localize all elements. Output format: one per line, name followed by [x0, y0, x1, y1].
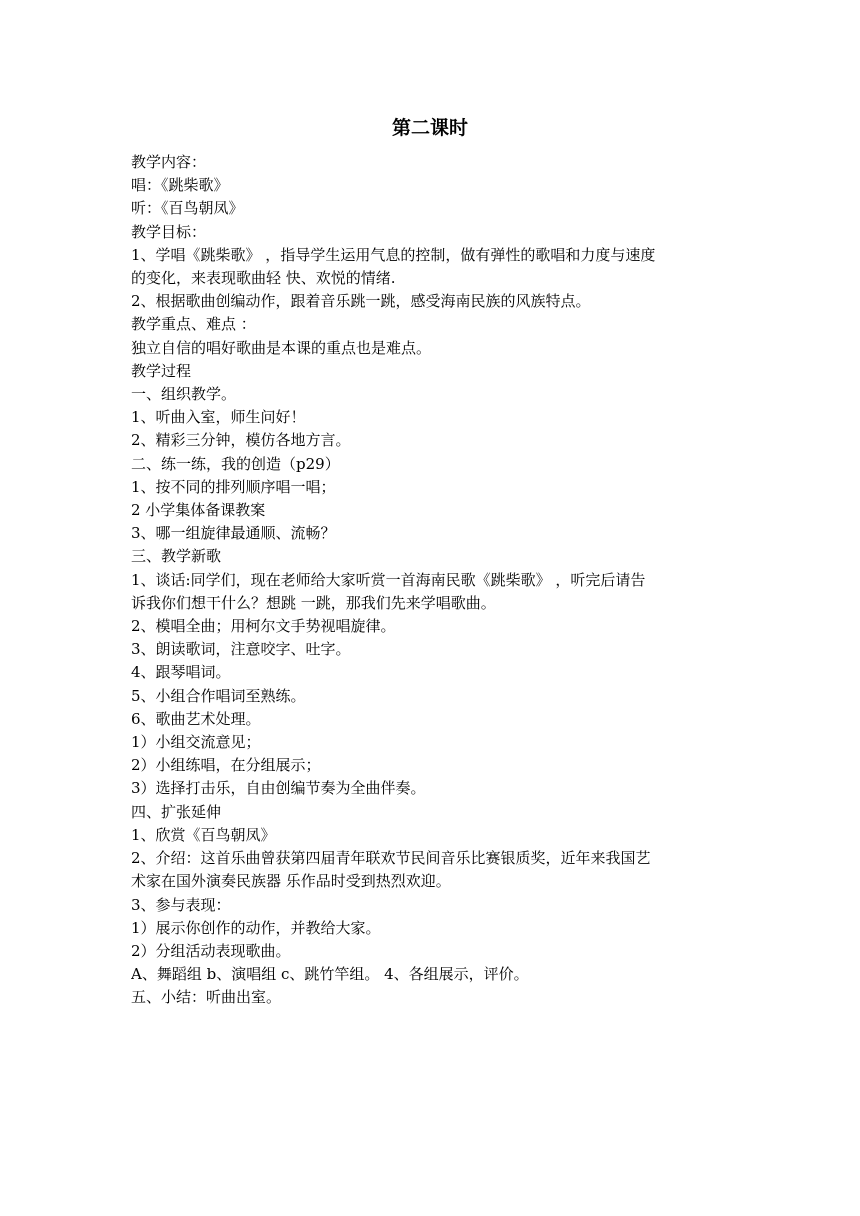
text-line: A、舞蹈组 b、演唱组 c、跳竹竿组。 4、各组展示，评价。: [131, 965, 529, 984]
text-line: 1、学唱《跳柴歌》 ，指导学生运用气息的控制，做有弹性的歌唱和力度与速度: [131, 245, 656, 264]
text-line: 5、小组合作唱词至熟练。: [131, 686, 306, 705]
text-line: 1、听曲入室，师生问好！: [131, 408, 306, 427]
text-line: 3）选择打击乐，自由创编节奏为全曲伴奏。: [131, 779, 426, 798]
text-line: 2、介绍：这首乐曲曾获第四届青年联欢节民间音乐比赛银质奖，近年来我国艺: [131, 849, 651, 868]
text-line: 3、朗读歌词，注意咬字、吐字。: [131, 640, 351, 659]
text-line: 唱：《跳柴歌》: [131, 176, 229, 195]
text-line: 诉我你们想干什么？想跳 一跳，那我们先来学唱歌曲。: [131, 593, 496, 612]
text-line: 2）小组练唱，在分组展示；: [131, 756, 321, 775]
text-line: 术家在国外演奏民族器 乐作品时受到热烈欢迎。: [131, 872, 451, 891]
text-line: 1、按不同的排列顺序唱一唱；: [131, 477, 336, 496]
text-line: 6、歌曲艺术处理。: [131, 709, 261, 728]
text-line: 1、欣赏《百鸟朝凤》: [131, 825, 276, 844]
document-body: [131, 151, 741, 1010]
text-line: 教学过程: [131, 361, 192, 380]
text-line: 3、参与表现：: [131, 895, 231, 914]
text-line: 1）展示你创作的动作，并教给大家。: [131, 918, 381, 937]
text-line: 二、练一练，我的创造（p29）: [131, 454, 340, 473]
text-line: 2）分组活动表现歌曲。: [131, 941, 291, 960]
text-line: 教学内容：: [131, 153, 207, 171]
text-line: 听：《百鸟朝凤》: [131, 199, 244, 218]
text-line: 四、扩张延伸: [131, 802, 222, 821]
text-line: 1、谈话:同学们，现在老师给大家听赏一首海南民歌《跳柴歌》 ，听完后请告: [131, 570, 646, 589]
text-line: 教学目标：: [131, 222, 207, 241]
text-line: 三、教学新歌: [131, 547, 222, 566]
text-line: 4、跟琴唱词。: [131, 663, 231, 682]
text-line: 五、小结：听曲出室。: [131, 988, 282, 1007]
text-line: 1）小组交流意见；: [131, 733, 261, 752]
text-line: 独立自信的唱好歌曲是本课的重点也是难点。: [131, 338, 432, 357]
text-line: 2、模唱全曲；用柯尔文手势视唱旋律。: [131, 617, 396, 636]
text-line: 2 小学集体备课教案: [131, 501, 266, 520]
text-line: 2、根据歌曲创编动作，跟着音乐跳一跳，感受海南民族的风族特点。: [131, 292, 591, 311]
text-line: 教学重点、难点 ：: [131, 315, 256, 334]
page-title: 第二课时: [391, 117, 468, 139]
text-line: 的变化，来表现歌曲轻 快、欢悦的情绪.: [131, 269, 396, 288]
text-line: 3、哪一组旋律最通顺、流畅？: [131, 524, 336, 543]
text-line: 2、精彩三分钟，模仿各地方言。: [131, 431, 351, 450]
text-line: 一、组织教学。: [131, 385, 237, 404]
